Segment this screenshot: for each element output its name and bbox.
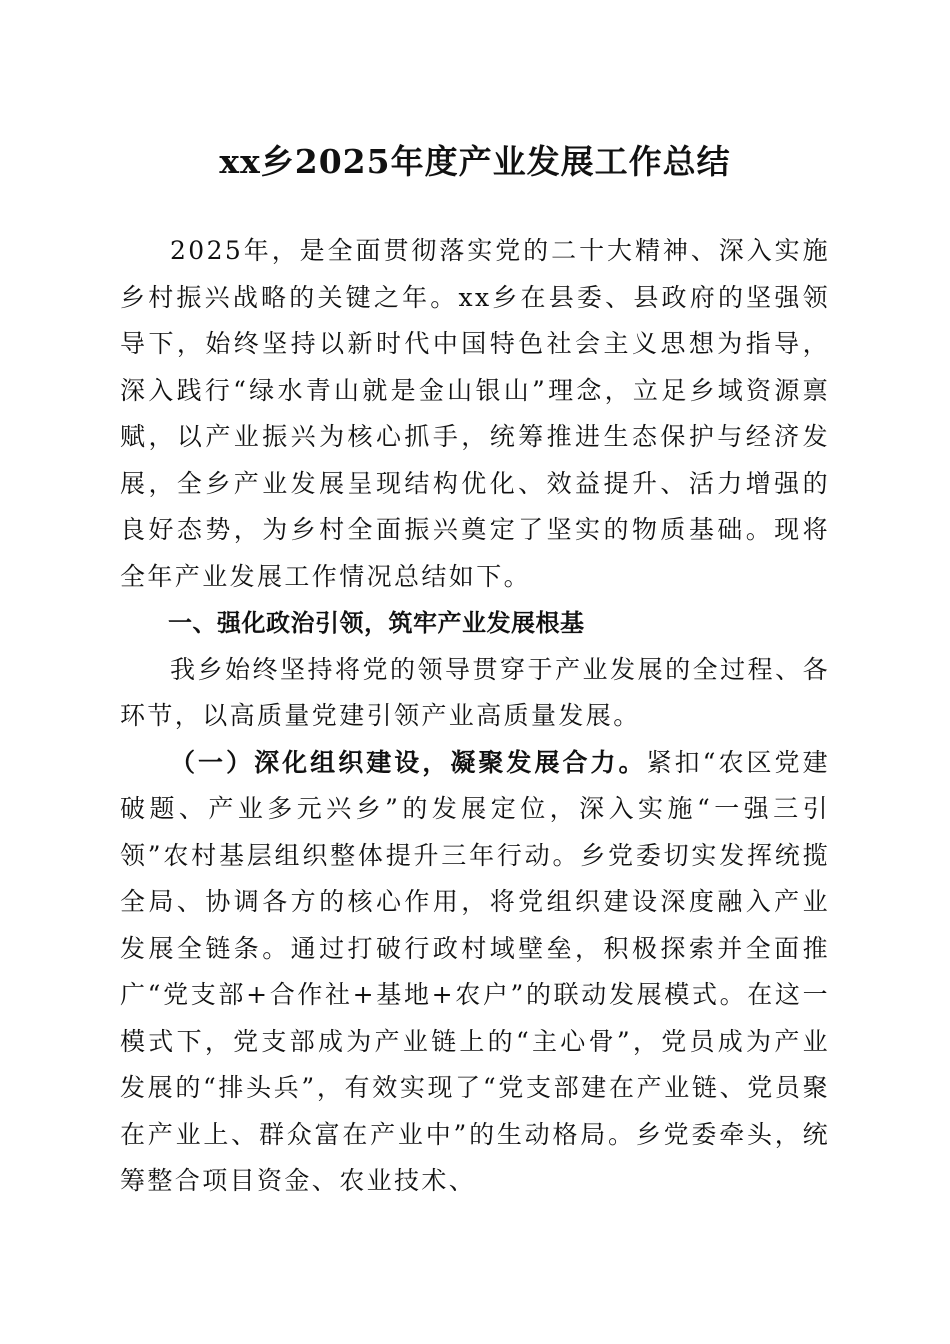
- intro-paragraph: 2025年，是全面贯彻落实党的二十大精神、深入实施乡村振兴战略的关键之年。xx乡在县委、县政府的坚强领导下，始终坚持以新时代中国特色社会主义思想为指导，深入践行“绿水青山就是金山银山”理念，立足乡域资源禀赋，以产业振兴为核心抓手，统筹推进生态保护与经济发展，全乡产业发展呈现结构优化、效益提升、活力增强的良好态势，为乡村全面振兴奠定了坚实的物质基础。现将全年产业发展工作情况总结如下。: [120, 236, 830, 591]
- section-1-sub-1-text: 紧扣“农区党建破题、产业多元兴乡”的发展定位，深入实施“一强三引领”农村基层组织整体提升三年行动。乡党委切实发挥统揽全局、协调各方的核心作用，将党组织建设深度融入产业发展全链条。通过打破行政村域壁垒，积极探索并全面推广“党支部+合作社+基地+农户”的联动发展模式。在这一模式下，党支部成为产业链上的“主心骨”，党员成为产业发展的“排头兵”，有效实现了“党支部建在产业链、党员聚在产业上、群众富在产业中”的生动格局。乡党委牵头，统筹整合项目资金、农业技术、: [120, 747, 830, 1195]
- section-1-lead-paragraph: 我乡始终坚持将党的领导贯穿于产业发展的全过程、各环节，以高质量党建引领产业高质量发展。: [120, 654, 830, 730]
- section-1-heading: 一、强化政治引领，筑牢产业发展根基: [168, 609, 585, 637]
- section-1-sub-1-paragraph: [120, 740, 830, 1205]
- document-body: [120, 228, 830, 1205]
- document-title: xx乡2025年度产业发展工作总结: [219, 142, 731, 181]
- section-1-sub-1-title: （一）深化组织建设，凝聚发展合力。: [170, 747, 647, 777]
